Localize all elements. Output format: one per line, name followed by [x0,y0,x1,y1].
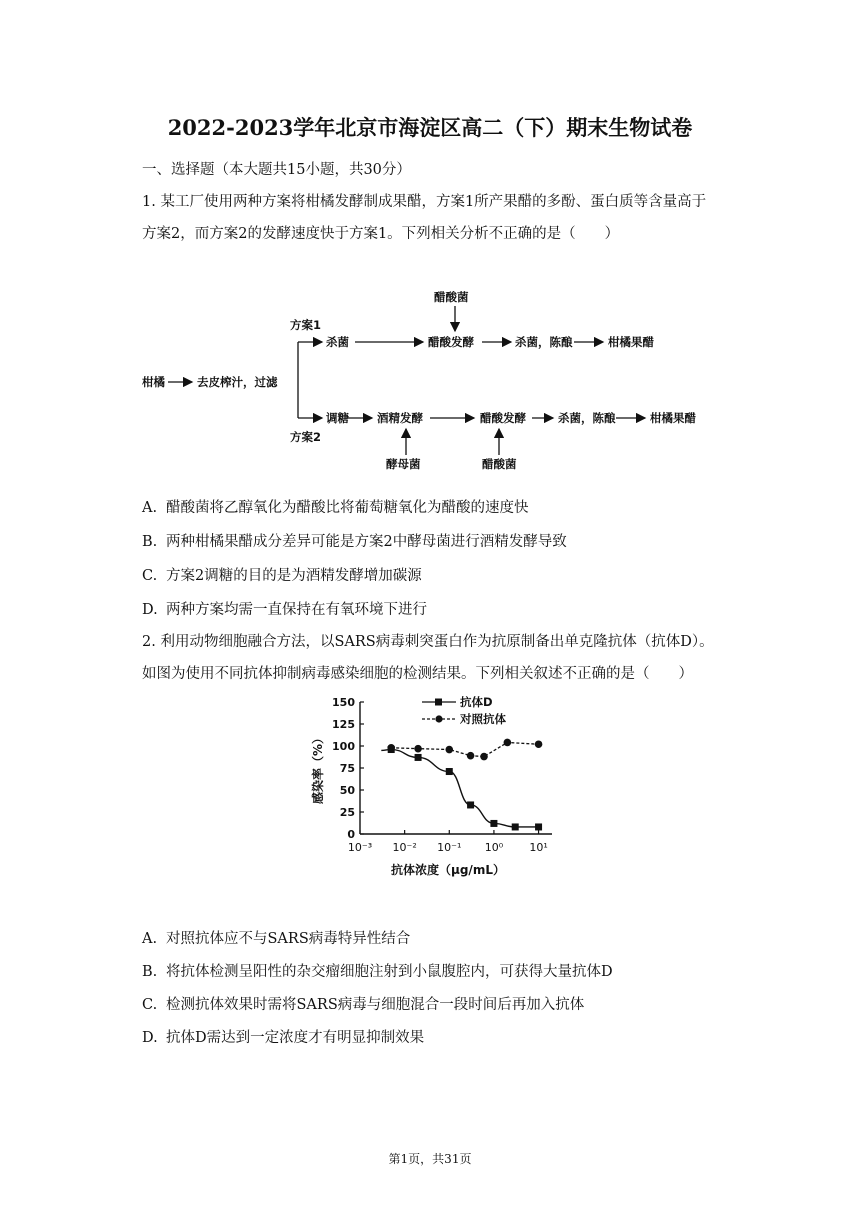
x-tick-label: 10⁰ [484,841,504,854]
option-letter: C. [142,568,158,584]
legend-label: 对照抗体 [460,712,506,726]
option-text: 两种柑橘果醋成分差异可能是方案2中酵母菌进行酒精发酵导致 [166,534,567,550]
x-tick-label: 10⁻³ [347,841,373,854]
question-2-stem-line1: 2. 利用动物细胞融合方法，以SARS病毒刺突蛋白作为抗原制备出单克隆抗体（抗体D）。 [142,634,714,650]
data-point-control-antibody [467,752,475,760]
x-tick-label: 10¹ [529,841,548,854]
option-text: 将抗体检测呈阳性的杂交瘤细胞注射到小鼠腹腔内，可获得大量抗体D [166,964,613,980]
question-2-option-c [142,993,584,1014]
diagram-p2-alcohol: 酒精发酵 [377,411,423,425]
diagram-p2-sugar: 调糖 [326,411,349,425]
diagram-p1-acetic-input: 醋酸菌 [434,290,469,304]
data-point-control-antibody [480,753,488,761]
option-letter: A. [142,931,158,947]
option-letter: D. [142,602,158,618]
diagram-p1-sterilize: 杀菌 [326,335,349,349]
question-1-option-c [142,564,422,585]
diagram-p2-acetic-input: 醋酸菌 [482,457,517,471]
option-letter: B. [142,964,158,980]
data-point-control-antibody [535,740,543,748]
data-point-antibody-d [535,823,542,830]
y-tick-label: 50 [339,784,355,797]
y-axis-label: 感染率（%） [311,731,325,805]
question-1-option-d [142,598,427,619]
y-tick-label: 100 [332,740,355,753]
data-point-antibody-d [467,801,474,808]
question-1-stem-line2: 方案2，而方案2的发酵速度快于方案1。下列相关分析不正确的是（ ） [142,226,620,242]
y-tick-label: 0 [347,828,355,841]
data-point-control-antibody [387,744,395,752]
option-text: 抗体D需达到一定浓度才有明显抑制效果 [166,1030,425,1046]
data-point-antibody-d [415,754,422,761]
x-tick-label: 10⁻² [392,841,417,854]
y-tick-label: 75 [339,762,355,775]
page-title: 2022-2023学年北京市海淀区高二（下）期末生物试卷 [167,115,693,140]
diagram-p1-after: 杀菌，陈酿 [515,335,573,349]
data-point-control-antibody [445,746,453,754]
option-letter: B. [142,534,158,550]
option-text: 两种方案均需一直保持在有氧环境下进行 [166,602,427,618]
x-axis-label: 抗体浓度（μg/mL） [391,863,505,877]
legend-marker-square [435,699,442,706]
infection-rate-chart [300,688,570,883]
page-footer: 第1页，共31页 [388,1152,472,1166]
diagram-p1-product: 柑橘果醋 [608,335,654,349]
option-text: 醋酸菌将乙醇氧化为醋酸比将葡萄糖氧化为醋酸的速度快 [166,500,529,516]
diagram-plan1-label: 方案1 [290,318,322,332]
series-line-antibody-d [381,750,538,827]
diagram-start-label: 柑橘 [142,375,165,389]
diagram-p2-product: 柑橘果醋 [650,411,696,425]
diagram-plan2-label: 方案2 [290,430,322,444]
question-2-stem-line2: 如图为使用不同抗体抑制病毒感染细胞的检测结果。下列相关叙述不正确的是（ ） [142,666,693,682]
data-point-antibody-d [490,820,497,827]
question-1-option-b [142,530,567,551]
data-point-control-antibody [504,739,512,747]
question-2-option-a [142,927,410,948]
section-heading: 一、选择题（本大题共15小题，共30分） [142,162,411,178]
x-tick-label: 10⁻¹ [437,841,462,854]
option-letter: C. [142,997,158,1013]
diagram-step1-label: 去皮榨汁，过滤 [197,375,278,389]
y-tick-label: 150 [332,696,355,709]
data-point-antibody-d [512,823,519,830]
option-text: 方案2调糖的目的是为酒精发酵增加碳源 [166,568,422,584]
question-1-stem-line1: 1. 某工厂使用两种方案将柑橘发酵制成果醋，方案1所产果醋的多酚、蛋白质等含量高于 [142,194,707,210]
diagram-p2-yeast: 酵母菌 [386,457,421,471]
y-tick-label: 25 [339,806,355,819]
data-point-antibody-d [446,768,453,775]
option-text: 检测抗体效果时需将SARS病毒与细胞混合一段时间后再加入抗体 [166,997,585,1013]
fermentation-flow-diagram [140,285,730,480]
y-tick-label: 125 [332,718,355,731]
option-text: 对照抗体应不与SARS病毒特异性结合 [166,931,411,947]
diagram-p1-acetic: 醋酸发酵 [428,335,474,349]
question-2-option-b [142,960,613,981]
diagram-p2-after: 杀菌，陈酿 [558,411,616,425]
question-2-option-d [142,1026,424,1047]
legend-marker-circle [435,715,442,722]
data-point-control-antibody [414,745,422,753]
option-letter: A. [142,500,158,516]
legend-label: 抗体D [460,695,493,709]
question-1-option-a [142,496,529,517]
series-line-control-antibody [391,742,538,756]
diagram-p2-acetic: 醋酸发酵 [480,411,526,425]
option-letter: D. [142,1030,158,1046]
